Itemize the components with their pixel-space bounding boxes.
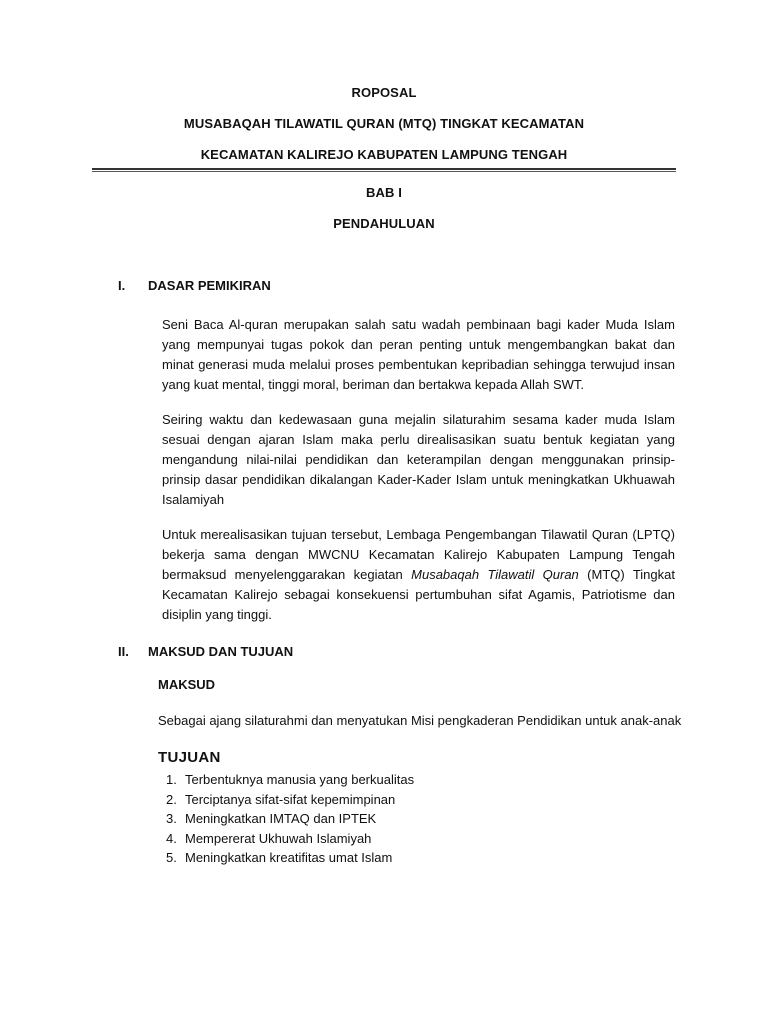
chapter-title: PENDAHULUAN xyxy=(333,216,435,231)
doc-title: ROPOSAL xyxy=(351,85,417,100)
tujuan-heading: TUJUAN xyxy=(158,749,221,766)
section-title: DASAR PEMIKIRAN xyxy=(148,278,271,293)
doc-location: KECAMATAN KALIREJO KABUPATEN LAMPUNG TENGAH xyxy=(200,147,568,162)
list-item: 5. Meningkatkan kreatifitas umat Islam xyxy=(166,850,393,865)
list-item: 2. Terciptanya sifat-sifat kepemimpinan xyxy=(166,791,396,807)
paragraph-untuk-merealisasikan: Untuk merealisasikan tujuan tersebut, Lembaga Pengembangan Tilawatil Quran (LPTQ) bekerja sama dengan MWCNU Kecamatan Kalirejo Kabupaten Lampung Tengah bermaksud menyelenggarakan kegiatan Musabaqah Tilawatil Quran (MTQ) Tingkat Kecamatan Kalirejo sebagai konsekuensi pertumbuhan sifat Agamis, Patriotisme dan disiplin yang tinggi. xyxy=(162,527,675,622)
maksud-text: Sebagai ajang silaturahmi dan menyatukan Misi pengkaderan Pendidikan untuk anak-anak xyxy=(158,713,682,728)
section-number: I. xyxy=(118,278,126,293)
maksud-heading: MAKSUD xyxy=(158,677,216,692)
paragraph-seiring-waktu: Seiring waktu dan kedewasaan guna mejalin silaturahim sesama kader muda Islam sesuai dengan ajaran Islam maka perlu direalisasikan suatu bentuk kegiatan yang mengandung nilai-nilai pendidikan dan keterampilan dengan menggunakan prinsip-prinsip dasar pendidikan dikalangan Kader-Kader Islam untuk meningkatkan Ukhuawah Isalamiyah xyxy=(162,412,675,507)
list-item: 1. Terbentuknya manusia yang berkualitas xyxy=(166,772,415,787)
header-double-rule xyxy=(92,168,676,173)
italic-event-name: Musabaqah Tilawatil Quran xyxy=(411,567,579,582)
chapter-label: BAB I xyxy=(366,185,402,200)
doc-subtitle: MUSABAQAH TILAWATIL QURAN (MTQ) TINGKAT KECAMATAN xyxy=(183,116,585,131)
section-number: II. xyxy=(118,644,129,659)
tujuan-list xyxy=(158,770,414,868)
paragraph-seni-baca: Seni Baca Al-quran merupakan salah satu wadah pembinaan bagi kader Muda Islam yang mempunyai tugas pokok dan peran penting untuk mengembangkan bakat dan minat generasi muda melalui proses pembentukan kepribadian sehingga terwujud insan yang kuat mental, tinggi moral, beriman dan bertakwa kepada Allah SWT. xyxy=(162,317,675,392)
section-title: MAKSUD DAN TUJUAN xyxy=(148,644,294,659)
list-item: 3. Meningkatkan IMTAQ dan IPTEK xyxy=(166,811,377,826)
list-item: 4. Mempererat Ukhuwah Islamiyah xyxy=(166,830,372,846)
